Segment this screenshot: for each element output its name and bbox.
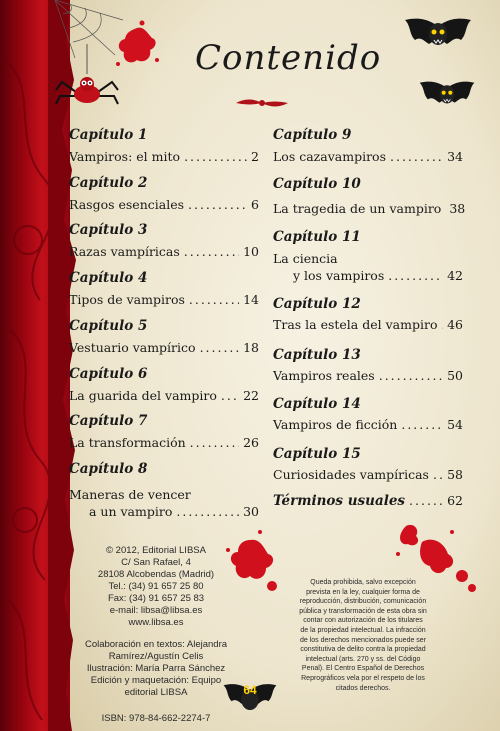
- page-number: 50: [447, 368, 463, 383]
- toc-entry[interactable]: [273, 229, 463, 283]
- chapter-title: La guarida del vampiro: [69, 388, 217, 403]
- chapter-heading: Capítulo 12: [273, 296, 361, 312]
- ornament-icon: [236, 96, 288, 110]
- isbn: ISBN: 978-84-662-2274-7: [101, 713, 211, 724]
- credits-line: Ilustración: María Parra Sánchez: [86, 663, 226, 674]
- toc-entry[interactable]: [69, 270, 259, 307]
- credits-line: editorial LIBSA: [124, 687, 188, 698]
- legal-line: intelectual (arts. 270 y ss. del Código: [305, 655, 421, 663]
- legal-notice: [278, 578, 448, 693]
- toc-entry[interactable]: [273, 296, 463, 332]
- bat-icon: [403, 12, 473, 60]
- toc-entry[interactable]: [69, 366, 259, 403]
- page-number: 42: [447, 268, 463, 283]
- credits: [76, 545, 236, 725]
- page-number: 26: [243, 435, 259, 450]
- chapter-title: Razas vampíricas: [69, 244, 180, 259]
- legal-line: contar con autorización de los titulares: [303, 617, 423, 625]
- spider-icon: [54, 44, 120, 110]
- credits-line: Ramírez/Agustín Celis: [108, 651, 204, 662]
- page-number-badge: 64: [243, 683, 257, 697]
- chapter-title: Vampiros de ficción: [273, 417, 398, 432]
- legal-line: pública y transformación de esta obra sin: [299, 607, 427, 615]
- toc-entry[interactable]: [273, 127, 463, 164]
- chapter-heading: Capítulo 11: [273, 229, 361, 245]
- chapter-title: Tipos de vampiros: [69, 292, 185, 307]
- chapter-heading: Capítulo 6: [69, 366, 148, 382]
- chapter-title: Vampiros reales: [273, 368, 375, 383]
- toc-entry-glossary[interactable]: [273, 493, 463, 509]
- toc-entry[interactable]: [273, 176, 466, 216]
- chapter-title: a un vampiro: [89, 504, 173, 519]
- legal-line: reproducción, distribución, comunicación: [299, 598, 427, 606]
- chapter-title: La tragedia de un vampiro: [273, 201, 442, 216]
- legal-line: prevista en la ley, cualquier forma de: [306, 588, 420, 596]
- toc-entry[interactable]: [273, 396, 463, 432]
- page-number: 30: [243, 504, 259, 519]
- chapter-heading: Capítulo 4: [69, 270, 148, 286]
- chapter-title: y los vampiros: [293, 268, 385, 283]
- credits-line: www.libsa.es: [128, 617, 184, 628]
- chapter-title-line: La ciencia: [273, 251, 338, 266]
- chapter-title-line: Maneras de vencer: [69, 487, 191, 502]
- credits-line: © 2012, Editorial LIBSA: [106, 545, 206, 556]
- page-number: 38: [449, 201, 466, 216]
- legal-line: Queda prohibida, salvo excepción: [310, 579, 416, 586]
- legal-line: de los derechos mencionados puede ser: [299, 636, 427, 644]
- legal-line: de la propiedad intelectual. La infracción: [300, 626, 426, 634]
- chapter-heading: Capítulo 7: [69, 413, 148, 429]
- page-number: 62: [447, 493, 463, 508]
- chapter-title: Curiosidades vampíricas: [273, 467, 429, 482]
- toc-entry[interactable]: [273, 446, 463, 482]
- chapter-title: Términos usuales: [273, 493, 406, 509]
- page-number: 6: [251, 197, 259, 212]
- chapter-title: Vampiros: el mito: [69, 149, 181, 164]
- credits-line: C/ San Rafael, 4: [121, 557, 191, 568]
- chapter-heading: Capítulo 14: [273, 396, 361, 412]
- chapter-heading: Capítulo 2: [69, 175, 148, 191]
- toc-entry[interactable]: [69, 175, 259, 212]
- bat-icon: [418, 74, 476, 118]
- chapter-title: La transformación: [69, 435, 186, 450]
- toc-entry[interactable]: [69, 127, 259, 164]
- chapter-title: Vestuario vampírico: [69, 340, 196, 355]
- credits-line: 28108 Alcobendas (Madrid): [97, 569, 215, 580]
- page-number: 10: [243, 244, 259, 259]
- page-number: 22: [243, 388, 259, 403]
- chapter-heading: Capítulo 9: [273, 127, 352, 143]
- legal-line: citados derechos.: [335, 684, 391, 692]
- chapter-heading: Capítulo 5: [69, 318, 148, 334]
- chapter-title: Tras la estela del vampiro: [273, 317, 438, 332]
- page-number: 14: [243, 292, 259, 307]
- page-number: 46: [447, 317, 463, 332]
- page-number: 54: [447, 417, 463, 432]
- toc-entry[interactable]: [69, 413, 259, 450]
- toc-entry[interactable]: [69, 318, 259, 355]
- page-number: 18: [243, 340, 259, 355]
- credits-line: e-mail: libsa@libsa.es: [109, 605, 203, 616]
- page-title: Contenido: [195, 38, 382, 78]
- chapter-heading: Capítulo 10: [273, 176, 361, 192]
- chapter-heading: Capítulo 15: [273, 446, 361, 462]
- chapter-title: Los cazavampiros: [273, 149, 386, 164]
- toc-entry[interactable]: [273, 347, 463, 383]
- credits-line: Tel.: (34) 91 657 25 80: [108, 581, 204, 592]
- page-number: 58: [447, 467, 463, 482]
- chapter-heading: Capítulo 1: [69, 127, 148, 143]
- toc-entry[interactable]: [69, 461, 259, 519]
- chapter-title: Rasgos esenciales: [69, 197, 185, 212]
- credits-line: Colaboración en textos: Alejandra: [84, 639, 228, 650]
- chapter-heading: Capítulo 13: [273, 347, 361, 363]
- page-number: 2: [251, 149, 259, 164]
- legal-line: Penal). El Centro Español de Derechos: [301, 665, 425, 673]
- credits-line: Edición y maquetación: Equipo: [90, 675, 222, 686]
- blood-splat-icon: [112, 20, 162, 75]
- chapter-heading: Capítulo 8: [69, 461, 148, 477]
- page-number: 34: [447, 149, 463, 164]
- credits-line: Fax: (34) 91 657 25 83: [107, 593, 205, 604]
- chapter-heading: Capítulo 3: [69, 222, 148, 238]
- legal-line: Reprográficos vela por el respeto de los: [301, 674, 425, 682]
- toc-entry[interactable]: [69, 222, 259, 259]
- legal-line: constitutiva de delito contra la propiedad: [300, 646, 426, 654]
